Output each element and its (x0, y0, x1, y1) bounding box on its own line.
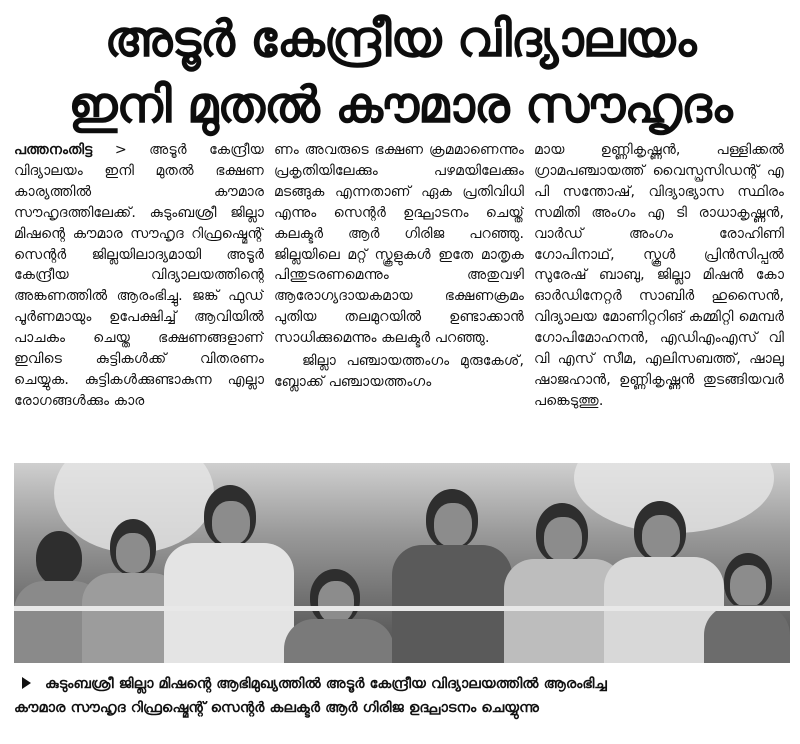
column-3-text: മായ ഉണ്ണികൃഷ്ണൻ, പള്ളിക്കൽ ഗ്രാമപഞ്ചായത്ത് വൈസ്പ്രസിഡന്റ് എ പി സന്തോഷ്, വിദ്യാഭ്യാസ സ്ഥിരം സമിതി അംഗം എ ടി രാധാകൃഷ്ണൻ, വാർഡ് അംഗം രോഹിണി ഗോപിനാഥ്, സ്കൂൾ പ്രിൻസിപ്പൽ സുരേഷ് ബാബു, ജില്ലാ മിഷൻ കോ ഓർഡിനേറ്റർ സാബിർ ഹുസൈൻ, വിദ്യാലയ മോണിറ്ററിങ് കമ്മിറ്റി മെമ്പർ ഗോപിമോഹനൻ, എഡിഎംഎസ് വി വി എസ് സീമ, എലിസബത്ത്, ഷാലു ഷാജഹാൻ, ഉണ്ണികൃഷ്ണൻ തുടങ്ങിയവർ പങ്കെടുത്തു. (534, 142, 784, 409)
photo-person (284, 513, 394, 663)
photo-person (704, 513, 790, 663)
photo-person (164, 473, 294, 663)
dateline: പത്തനംതിട്ട (14, 142, 93, 158)
column-2-paragraph-2: ജില്ലാ പഞ്ചായത്തംഗം മുരുകേശ്, ബ്ലോക്ക് പഞ്ചായത്തംഗം (274, 353, 524, 390)
headline-line-2: ഇനി മുതൽ കൗമാര സൗഹൃദം (68, 76, 732, 134)
inauguration-ribbon (14, 606, 790, 611)
photo-person (392, 473, 512, 663)
article-column-3 (534, 140, 784, 458)
column-2-paragraph-1: ണം അവരുടെ ഭക്ഷണ ക്രമമാണെന്നും പ്രകൃതിയിലേക്കും പഴമയിലേക്കും മടങ്ങുക എന്നതാണ് ഏക പ്രതിവിധി എന്നും സെന്റർ ഉദ്ഘാടനം ചെയ്ത് കലക്ടർ ആർ ഗിരിജ പറഞ്ഞു. ജില്ലയിലെ മറ്റ് സ്കൂളുകൾ ഇതേ മാതൃക പിന്തുടരണമെന്നും അതുവഴി ആരോഗ്യദായകമായ ഭക്ഷണക്രമം പുതിയ തലമുറയിൽ ഉണ്ടാക്കാൻ സാധിക്കുമെന്നും കലക്ടർ പറഞ്ഞു. (274, 142, 524, 347)
article-column-1 (14, 140, 264, 458)
article-body (14, 140, 786, 458)
headline-line-1: അടൂർ കേന്ദ്രീയ വിദ്യാലയം (104, 10, 696, 68)
article-column-2 (274, 140, 524, 458)
caption-line-1-text: കുടുംബശ്രീ ജില്ലാ മിഷന്റെ ആഭിമുഖ്യത്തിൽ അടൂർ കേന്ദ്രീയ വിദ്യാലയത്തിൽ ആരംഭിച്ച (45, 675, 607, 692)
news-photo (14, 463, 790, 663)
caption-marker-icon (22, 677, 31, 689)
caption-line-2: കൗമാര സൗഹൃദ റിഫ്രഷ്മെന്റ് സെന്റർ കലക്ടർ ആർ ഗിരിജ ഉദ്ഘാടനം ചെയ്യുന്നു (14, 699, 540, 716)
caption-line-1 (14, 672, 786, 696)
column-1-text: > അടൂർ കേന്ദ്രീയ വിദ്യാലയം ഇനി മുതൽ ഭക്ഷണ കാര്യത്തിൽ കൗമാര സൗഹൃദത്തിലേക്ക്. കുടുംബശ്രീ ജില്ലാ മിഷന്റെ കൗമാര സൗഹൃദ റിഫ്രഷ്മെന്റ് സെന്റർ ജില്ലയിലാദ്യമായി അടൂർ കേന്ദ്രീയ വിദ്യാലയത്തിന്റെ അങ്കണത്തിൽ ആരംഭിച്ചു. ജങ്ക് ഫുഡ് പൂർണമായും ഉപേക്ഷിച്ച് ആവിയിൽ പാചകം ചെയ്ത ഭക്ഷണങ്ങളാണ് ഇവിടെ കുട്ടികൾക്ക് വിതരണം ചെയ്യുക. കുട്ടികൾക്കുണ്ടാകുന്ന എല്ലാ രോഗങ്ങൾക്കും കാര (14, 142, 264, 409)
photo-caption (14, 672, 786, 720)
